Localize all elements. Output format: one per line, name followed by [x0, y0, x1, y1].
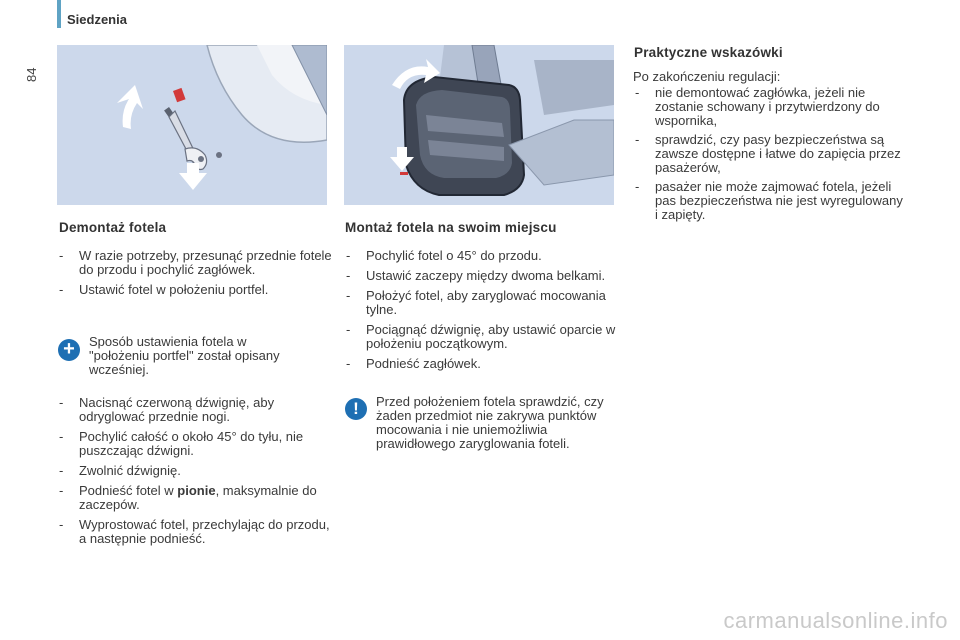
list-item: - Nacisnąć czerwoną dźwignię, aby odryglować przednie nogi. [57, 396, 332, 424]
seat-installation-illustration [344, 45, 614, 205]
section-heading-tips: Praktyczne wskazówki [634, 45, 783, 60]
list-item: - Ustawić fotel w położeniu portfel. [57, 283, 332, 297]
section-heading-removal: Demontaż fotela [59, 220, 167, 235]
list-item: - Ustawić zaczepy między dwoma belkami. [344, 269, 619, 283]
removal-steps-list [57, 249, 332, 303]
plus-icon: + [58, 339, 80, 361]
tips-list [633, 86, 908, 228]
list-item: - nie demontować zagłówka, jeżeli nie zostanie schowany i przytwierdzony do wspornika, [633, 86, 908, 128]
watermark: carmanualsonline.info [723, 608, 948, 633]
step-emphasis: pionie [177, 483, 216, 498]
list-item: - W razie potrzeby, przesunąć przednie fotele do przodu i pochylić zagłówek. [57, 249, 332, 277]
list-item: - Pochylić fotel o 45° do przodu. [344, 249, 619, 263]
removal-steps-list-2 [57, 396, 332, 552]
seat-removal-figure [57, 45, 327, 205]
tips-intro: Po zakończeniu regulacji: [633, 69, 781, 84]
list-item: - Pociągnąć dźwignię, aby ustawić oparcie w położeniu początkowym. [344, 323, 619, 351]
step-text: , maksymalnie do zaczepów. [79, 483, 317, 512]
exclamation-icon: ! [345, 398, 367, 420]
list-item: - sprawdzić, czy pasy bezpieczeństwa są zawsze dostępne i łatwe do zapięcia przez pasażerów, [633, 133, 908, 175]
list-item: - Podnieść zagłówek. [344, 357, 619, 371]
list-item: - pasażer nie może zajmować fotela, jeżeli pas bezpieczeństwa nie jest wyregulowany i zapięty. [633, 180, 908, 222]
seat-installation-figure [344, 45, 614, 205]
installation-steps-list [344, 249, 619, 377]
list-item: - Wyprostować fotel, przechylając do przodu, a następnie podnieść. [57, 518, 332, 546]
list-item: - Pochylić całość o około 45° do tyłu, nie puszczając dźwigni. [57, 430, 332, 458]
list-item [57, 484, 332, 512]
list-item: - Położyć fotel, aby zaryglować mocowania tylne. [344, 289, 619, 317]
list-item: - Zwolnić dźwignię. [57, 464, 332, 478]
step-text: Podnieść fotel w [79, 483, 178, 498]
section-heading-installation: Montaż fotela na swoim miejscu [345, 220, 557, 235]
page-number: 84 [24, 67, 39, 82]
warning-note: Przed położeniem fotela sprawdzić, czy żaden przedmiot nie zakrywa punktów mocowania i nie uniemożliwia prawidłowego zaryglowania foteli. [376, 394, 604, 451]
section-marker [57, 0, 61, 28]
info-note: Sposób ustawienia fotela w "położeniu portfel" został opisany wcześniej. [89, 334, 280, 377]
seat-removal-illustration [57, 45, 327, 205]
section-title: Siedzenia [67, 12, 127, 27]
